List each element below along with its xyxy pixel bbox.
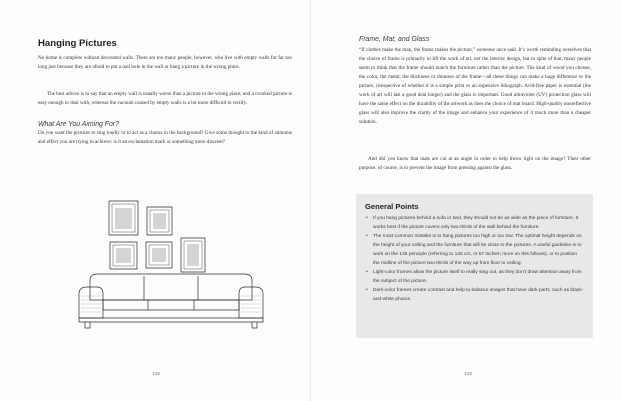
- list-item: [366, 232, 585, 268]
- sofa-with-pictures-illustration: [76, 196, 266, 331]
- heading-hanging-pictures: Hanging Pictures: [38, 38, 117, 49]
- frame-bottom-left-image: [110, 242, 137, 269]
- list-item-text: Light-color frames allow the picture itself to really sing out, as they don’t draw attention away from the subject of the picture.: [373, 270, 582, 285]
- list-item: [366, 268, 585, 286]
- frame-bottom-right-image: [146, 242, 172, 268]
- general-points-list: [366, 214, 585, 304]
- right-paragraph-2: And did you know that mats are cut at an angle in order to help throw light on the image? Their other purpose, of course, is to prevent the image from pressing against the glass.: [359, 156, 591, 172]
- bullet-icon: •: [366, 287, 368, 294]
- general-points-title: General Points: [365, 202, 419, 211]
- list-item: [366, 214, 585, 232]
- right-paragraph-1: “If clothes make the man, the frame makes the picture,” someone once said. It’s worth reminding ourselves that the choice of frame is primarily to lift the work of art, not the interior design, but in spite of that, many people seem to think that the frame should match the furniture rather than the picture. The kind of wood you choose, the color, the metal, the thickness or thinness of the frame—all these things can make a huge difference to the picture, irrespective of whether it is a simple print or an expensive lithograph. Acid-free paper is essential (the work of art will last a good deal longer) and the glass is important. Good ultraviolet (UV) protection glass will have the same effect on the durability of the artwork as does the choice of mat board. High-quality nonreflective glass will also improve the clarity of the image and enhance your experience of it much more than a cheaper solution.: [359, 47, 591, 126]
- frame-far-right-image: [181, 238, 205, 272]
- left-paragraph-1: No home is complete without decorated walls. There are too many people, however, who live with empty walls for far too long just because they are afraid to put a nail hole in the wall or hang a picture in the wrong place.: [38, 55, 292, 71]
- left-paragraph-3: Do you want the pictures to sing loudly or to act as a chorus in the background? Give some thought to the kind of stimulus and effect you are trying to achieve: is it an exclamation mark or something more discreet?: [38, 130, 292, 146]
- subheading-frame-mat-glass: Frame, Mat, and Glass: [359, 36, 430, 43]
- sofa-drawing: [79, 274, 263, 328]
- page-number-left: 128: [152, 372, 161, 377]
- subheading-aiming-for: What Are You Aiming For?: [38, 121, 119, 128]
- bullet-icon: •: [366, 215, 368, 221]
- list-item-text: If you hang pictures behind a sofa or bed, they should not be as wide as the piece of furniture. It works best if the picture covers only two-thirds of the wall behind the furniture.: [373, 216, 579, 231]
- frame-top-right-image: [147, 207, 172, 235]
- left-paragraph-2: The best advice is to say that an empty wall is usually worse than a picture in the wrong place, and a crooked picture is easy enough to deal with, whereas the vacuum caused by empty walls is a lot more difficult to rectify.: [38, 91, 292, 107]
- general-points-box: [356, 194, 593, 338]
- bullet-icon: •: [366, 269, 368, 276]
- bullet-icon: •: [366, 233, 368, 240]
- list-item-text: Dark-color frames create contrast and help to balance images that have dark parts, such as black-and-white photos.: [373, 288, 584, 303]
- page-number-right: 129: [464, 372, 473, 377]
- list-item: [366, 286, 585, 304]
- frame-top-left-image: [109, 201, 138, 235]
- list-item-text: The most common mistake is to hang pictures too high or too low. The optimal height depends on the height of your ceiling and the furniture that will be close to the pictures. A useful guideline is to work on the 145 principle (referring to 145 cm, or 57 inches; more on this follows), or to position the midline of the picture two-thirds of the way up from floor to ceiling.: [373, 234, 582, 267]
